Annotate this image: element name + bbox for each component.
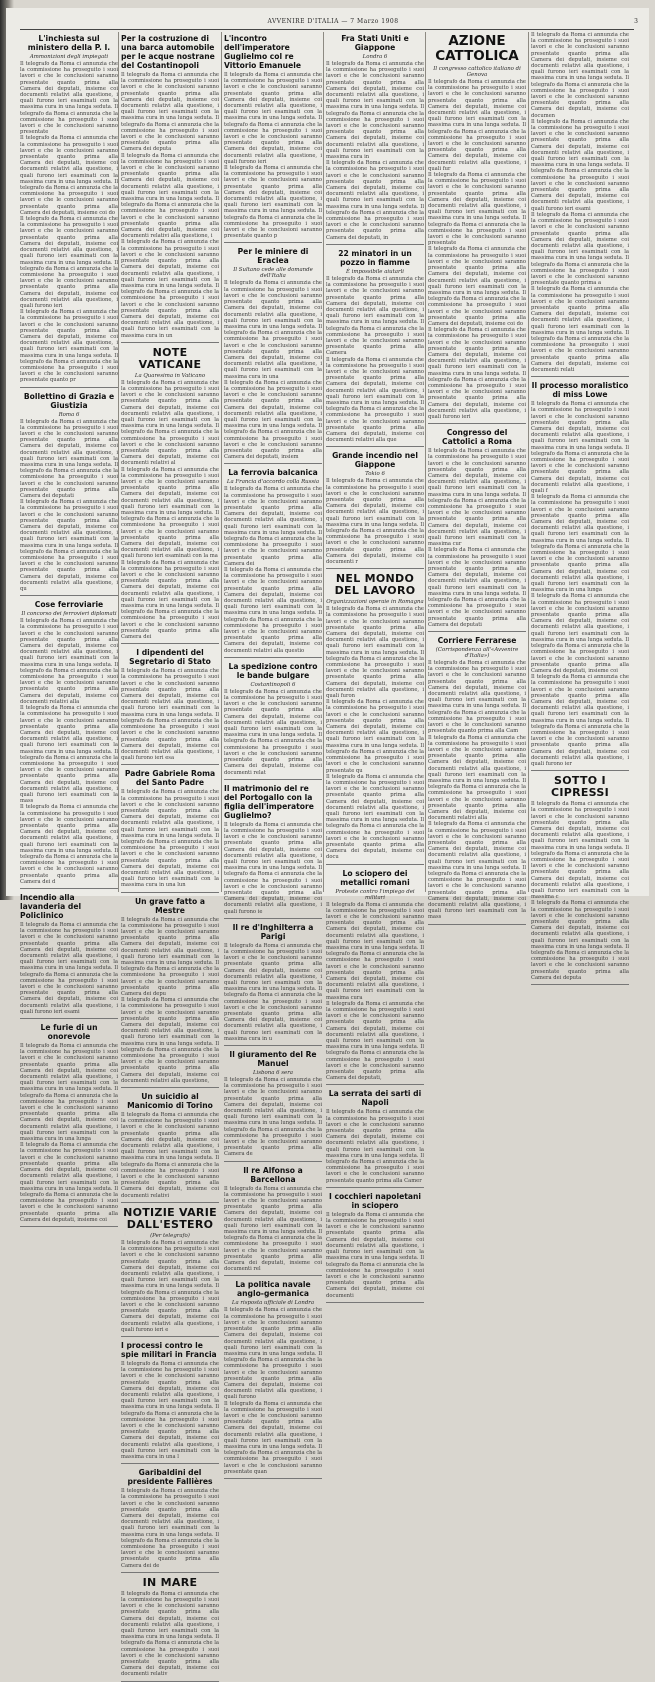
article <box>224 1280 322 1478</box>
article-subhead: Il Sultano cede alle domande dell'Italia <box>233 267 313 280</box>
article-body-text: Il telegrafo da Roma ci annunzia che la commissione ha proseguito i suoi lavori e che le conclusioni saranno presentate quanto prima alla Camera dei deputati, insieme coi documenti relativi alla questione, i quali furono ieri esaminati con la massima cura in una lunga seduta. Il telegrafo da Roma ci annunzia che la commissione ha proseguito i suoi lavori e che le conclusioni saranno presentate quanto prima alla Camera dei deputati, insieme coi documenti relativi alla questio <box>224 567 322 654</box>
column-1 <box>20 32 118 1223</box>
article-body-text: Il telegrafo da Roma ci annunzia che la commissione ha proseguito i suoi lavori e che le conclusioni saranno presentate quanto prima alla Camera dei deputati, insieme coi documenti relativi alla questione, i quali furono ieri esaminati con la massima cura in una lunga seduta. Il telegrafo da Roma ci annunzia che la commissione ha proseguito i suoi lavori e che le conclusioni saranno presentate quanto pr <box>20 309 118 384</box>
article-separator <box>224 242 322 243</box>
article-body-text: Il telegrafo da Roma ci annunzia che la commissione ha proseguito i suoi lavori e che le conclusioni saranno presentate quanto prima alla Camera dei deputati, insieme coi documenti relativi alla questione, i quali furono ieri esaminati con la massima cura in una lunga seduta. Il telegrafo da Roma ci annunzia che la commissione ha proseguito i suoi lavori e che le conclusioni saranno presentate quanto prima alla Camera dei <box>121 559 219 641</box>
column-rule <box>425 32 426 892</box>
article-headline: I cocchieri napoletani in sciopero <box>328 1191 422 1210</box>
article <box>121 34 219 343</box>
article-headline: L'incontro dell'imperatore Guglielmo col re Vittorio Emanuele <box>224 34 301 70</box>
article-separator <box>121 643 219 644</box>
column-5 <box>428 32 526 921</box>
article <box>224 247 322 464</box>
article <box>121 648 219 765</box>
article-separator <box>121 764 219 765</box>
article-body-text: Il telegrafo da Roma ci annunzia che la commissione ha proseguito i suoi lavori e che le conclusioni saranno presentate quanto prima alla Camera dei deputati, insieme coi documenti relativi alla questione, i quali furono ieri esaminati con la massima cura in una lunga seduta. Il telegrafo da Roma ci annunzia che la commissione ha proseguito i suoi lavori e che le conclusioni saranno presentate quanto prima alla Camera dei deputati, insieme coi documenti relativi alla <box>20 618 118 705</box>
article-separator <box>224 779 322 780</box>
column-6 <box>531 32 629 981</box>
article-body-text: Il telegrafo da Roma ci annunzia che la commissione ha proseguito i suoi lavori e che le conclusioni saranno presentate quanto prima alla Camera dei deputati, insieme coi documenti relativi alla questione, i quali furono ieri esaminati con la massima cura in una lunga seduta. Il telegrafo da Roma ci annunzia che la commissione ha proseguito i suoi lavori e che le conclusioni saranno presentate <box>428 172 526 247</box>
article-body-text: Il telegrafo da Roma ci annunzia che la commissione ha proseguito i suoi lavori e che le conclusioni saranno presentate quanto prima alla Camera dei deputati, insieme coi documenti relativi alla questione, i quali furono ieri esaminati con la massima cura in una lunga seduta. Il telegrafo da Roma ci annunzia che la commissione ha proseguito i suoi lavori e che le conclusioni saranno presentate quanto prima alla Camera dei deputati, insieme coi documenti relativi alla questione, <box>121 997 219 1084</box>
article-body-text: Il telegrafo da Roma ci annunzia che la commissione ha proseguito i suoi lavori e che le conclusioni saranno presentate quanto prima alla Camera dei deputati, insieme coi documenti relativi alla questione, i quali furono ieri esaminati con la massima cura in una lunga seduta. Il telegrafo da Roma ci annunzia che la commissione ha proseguito i suoi lavori e che le conclusioni saranno presentate <box>20 61 118 136</box>
article <box>121 1207 219 1337</box>
article-body-text: Il telegrafo da Roma ci annunzia che la commissione ha proseguito i suoi lavori e che le conclusioni saranno presentate quanto prima alla Camera dei deputati, insieme coi documenti relativi alla questione, i quali furono ieri esaminati con la massima cura in una lunga seduta. Il telegrafo da Roma ci annunzia che la commissione ha proseguito i suoi lavori e che le conclusioni saranno presentate quanto prima alla Camera dei deputati, insieme coi documenti relativi alla questione, i qu <box>20 499 118 593</box>
article <box>121 1577 219 1682</box>
article-body-text: Il telegrafo da Roma ci annunzia che la commissione ha proseguito i suoi lavori e che le conclusioni saranno presentate quanto prima alla Camera dei deputati, insieme coi documenti relativi alla questione, i quali furono ieri esaminati con la massima cura in una lunga seduta. Il telegrafo da Roma ci annunzia che la commissione ha proseguito i suoi lavori e che le conclusioni saranno presentate quanto prima alla Camera dei deputati, insieme coi documenti relativi alla questione, i quali f <box>531 401 629 495</box>
article-body-text: Il telegrafo da Roma ci annunzia che la commissione ha proseguito i suoi lavori e che le conclusioni saranno presentate quanto prima alla Camera dei deputati, insieme coi documenti relativi alla questione, i quali furono ieri esaminati con la massima cura in una lunga seduta. Il telegrafo da Roma ci annunzia che la commissione ha proseguito i suoi lavori e che le conclusioni saranno presentate quanto prima alla Camera dei deputati, insieme coi do <box>428 246 526 327</box>
article-headline: Per la costruzione di una barca automobile per le acque nostrane del Costantinopoli <box>121 34 215 70</box>
article-body-text: Il telegrafo da Roma ci annunzia che la commissione ha proseguito i suoi lavori e che le conclusioni saranno presentate quanto prima alla Camera dei deputati, insieme coi documenti relativi alla questione, i quali furono ieri esaminati con la massima cura in una lunga seduta. Il telegrafo da Roma ci annunzia che la commissione ha proseguito i suoi lavori e che le conclusioni saranno presentate qu <box>326 699 424 774</box>
article-body-text: Il telegrafo da Roma ci annunzia che la commissione ha proseguito i suoi lavori e che le conclusioni saranno presentate quanto prima alla Camera dei deputati, insieme coi documenti relativi alla questione, i quali furono ieri esaminati con la massima cura in una lunga seduta. Il telegrafo da Roma ci annunzia che la commissione ha proseguito i suoi lavori e che le conclusioni saranno presentate quanto prima alla Camera dei deputati, insieme coi documenti relativi alla questione, i quali fur <box>428 79 526 172</box>
article-subhead: Organizzazioni operaie in Romagna <box>326 599 424 606</box>
article-body-text: Il telegrafo da Roma ci annunzia che la commissione ha proseguito i suoi lavori e che le conclusioni saranno presentate quanto prima alla Camera dei deputati, insieme coi documenti relativi alla questione, i quali furono ieri esaminati con la massima cura in una lunga seduta. Il telegrafo da Roma ci annunzia che la commissione ha proseguito i suoi lavori e che le conclusioni saranno presentate quanto prima alla Camera de <box>224 1077 322 1158</box>
article-body-text: Il telegrafo da Roma ci annunzia che la commissione ha proseguito i suoi lavori e che le conclusioni saranno presentate quanto prima alla Camera dei deputati, insieme coi documenti relativi alla questione, i quali furono ieri esaminati con la massima cura in una lunga seduta. Il telegrafo da Roma ci annunzia che la commissione ha proseguito i suoi lavori e che le conclusioni saranno presentate quanto prima alla Camera dei deputati, insieme coi documenti relativi alla questione, i quali furono ie <box>224 821 322 915</box>
article-headline: I processi contro le spie militari in Francia <box>121 1340 217 1359</box>
article-body-text: Il telegrafo da Roma ci annunzia che la commissione ha proseguito i suoi lavori e che le conclusioni saranno presentate quanto prima alla Camera dei deputati, insieme coi documenti relativi alla questione, i quali furono ieri esaminati con la massima cura in una lunga seduta. Il telegrafo da Roma ci annunzia che la commissione ha proseguito i suoi lavori e che le conclusioni saranno presentate quanto prima alla Cam <box>428 660 526 735</box>
article <box>121 347 219 645</box>
article-body-text: Il telegrafo da Roma ci annunzia che la commissione ha proseguito i suoi lavori e che le conclusioni saranno presentate quanto prima alla Camera dei deputati, insieme coi documenti relativi alla questione, i quali furono ieri esaminati con la massima cura in una lunga seduta. Il telegrafo da Roma ci annunzia che la commissione ha proseguito i suoi lavori e che le conclusioni saranno presentate quanto prima alla Camera dei depu <box>121 916 219 997</box>
article-separator <box>428 924 526 925</box>
article <box>20 1023 118 1227</box>
article <box>326 1192 424 1303</box>
column-rule <box>323 32 324 892</box>
article-body-text: Il telegrafo da Roma ci annunzia che la commissione ha proseguito i suoi lavori e che le conclusioni saranno presentate quanto prima alla Camera dei deputati, insieme coi documenti relativi alla questione, i quali furono ieri esaminati con la massima cura in una lunga seduta. Il telegrafo da Roma ci annunzia che la commissione ha proseguito i suoi lavori e che le conclusioni saranno presentate quanto prima alla Camera dei deputati, insieme coi documenti relativi alla questione, i quali furono ieri e <box>121 1239 219 1333</box>
article-body-text: Il telegrafo da Roma ci annunzia che la commissione ha proseguito i suoi lavori e che le conclusioni saranno presentate quanto prima alla Camera dei deputati, insieme coi documenti relativi alla questione, i quali furono ieri esaminati con la massima cura in una lunga seduta. Il telegrafo da Roma ci annunzia che la commissione ha proseguito i suoi lavori e che le conclusioni saranno presentate quanto prima alla Camera dei deputa <box>121 72 219 153</box>
article-body-text: Il telegrafo da Roma ci annunzia che la commissione ha proseguito i suoi lavori e che le conclusioni saranno presentate quanto prima alla Camera dei deputati, insieme coi documenti relativi alla questione, i quali furono ieri esaminati con la massima cura in una lunga seduta. Il telegrafo da Roma ci annunzia che la commissione ha proseguito i suoi lavori e che le conclusioni saranno presentate quanto prima alla Camera dei deputati, insieme coi documenti relati <box>531 286 629 373</box>
article-subhead: Lisbona 6 sera <box>252 1070 294 1076</box>
article-subhead: Roma 6 <box>58 411 80 418</box>
article <box>428 428 526 632</box>
article-headline: Le furie di un onorevole <box>40 1023 98 1042</box>
article-separator <box>121 1087 219 1088</box>
article-headline: Corriere Ferrarese <box>437 636 517 646</box>
article <box>428 636 526 925</box>
article-body-text: Il telegrafo da Roma ci annunzia che la commissione ha proseguito i suoi lavori e che le conclusioni saranno presentate quanto prima alla Camera dei deputati, insieme coi documenti relativi alla questione, i quali furono ieri esaminati con la massima cura in una lunga seduta. Il telegrafo da Roma ci annunzia che la commissione ha proseguito i suoi lavori e che le conclusioni saranno presentate quanto prima alla Camera dei deputati, insieme coi documenti relativi alla questione, i quali furono ieri esaminati con la massima cura in una lunga <box>20 1043 118 1143</box>
article-separator <box>326 446 424 447</box>
article-body-text: Il telegrafo da Roma ci annunzia che la commissione ha proseguito i suoi lavori e che le conclusioni saranno presentate quanto prima alla Camera dei deputati, insieme coi documenti relativi alla questione, i quali furono ieri esaminati con la massima cura in una lunga seduta. Il telegrafo da Roma ci annunzia che la commissione ha proseguito i suoi lavori e che le conclusioni saranno presentate quanto prima alla Camera dei deputati, insieme coi documenti relativi alla questione, i quali furono ieri esaminati con la massima cur <box>428 448 526 548</box>
article-body-text: Il telegrafo da Roma ci annunzia che la commissione ha proseguito i suoi lavori e che le conclusioni saranno presentate quanto prima alla Camera dei deputati, insieme coi documenti relativi alla questione, i quali furono ieri esaminati con la massima cura in una lunga seduta. Il telegrafo da Roma ci annunzia che la commissione ha proseguito i suoi lavori e che le conclusioni saranno presentate quanto prima alla Camera dei deputa <box>531 900 629 981</box>
column-rule <box>528 32 529 892</box>
article-body-text: Il telegrafo da Roma ci annunzia che la commissione ha proseguito i suoi lavori e che le conclusioni saranno presentate quanto prima alla Camera dei deputati, insieme coi documenti relativi alla questione, i quali furono ieri esaminati con la massima cura in una lunga seduta. Il telegrafo da Roma ci annunzia che la commissione ha proseguito i suoi lavori e che le conclusioni saranno presentate quanto prima alla Camera dei deputati, insieme coi documenti relativi alla questione, i quali furono ieri esaminati con la massima cura in una l <box>121 1360 219 1460</box>
article-body-text: Il telegrafo da Roma ci annunzia che la commissione ha proseguito i suoi lavori e che le conclusioni saranno presentate quanto prima alla Camera dei deputati, insieme coi documenti relativi alla questione, i quali furono ieri esaminati con la massima cura in una lunga seduta. Il telegrafo da Roma ci annunzia che la commissione ha proseguito i suoi lavori e che le conclusioni saranno presentate quanto prima alla Camera dei deputati, insieme coi documenti relativi alla que <box>326 356 424 444</box>
article-headline: NOTIZIE VARIE DALL'ESTERO <box>123 1205 217 1231</box>
article <box>326 573 424 864</box>
article-subhead: La Quaresima in Vaticano <box>134 372 206 379</box>
article <box>326 451 424 569</box>
article-headline: Un suicidio al Manicomio di Torino <box>127 1092 213 1111</box>
article-body-text: Il telegrafo da Roma ci annunzia che la commissione ha proseguito i suoi lavori e che le conclusioni saranno presentate quanto prima alla Camera dei deputati, insieme coi documenti relativi alla questione, i quali furono ieri esaminati con la massima cura in una lunga seduta. Il telegrafo da Roma ci annunzia che la commissione ha proseguito i suoi lavori e che le conclusioni saranno presentate quanto prima alla Camera dei deputati, insieme coi documenti relativi alla questione, i quali furono ier <box>531 674 629 767</box>
article-body-text: Il telegrafo da Roma ci annunzia che la commissione ha proseguito i suoi lavori e che le conclusioni saranno presentate quanto prima alla Camera dei deputati, insieme coi documenti relativi alla questione, i quali furono ieri esaminati con la massima cura in una lunga seduta. Il telegrafo da Roma ci annunzia che la commissione ha proseguito i suoi lavori e che le conclusioni saranno presentate quanto prima alla Camera dei deputati, insieme coi documenti relativi alla questione, i quali furono ieri esaminati con la massima cura in <box>326 61 424 161</box>
article-body-text: Il telegrafo da Roma ci annunzia che la commissione ha proseguito i suoi lavori e che le conclusioni saranno presentate quanto prima alla Camera dei deputati, insieme coi documenti relativi alla questione, i quali furono ieri esaminati con la massima cura in una lunga seduta. Il telegrafo da Roma ci annunzia che la commissione ha proseguito i suoi lavori e che le conclusioni saranno presentate quanto prima alla Camera dei deputati, insieme coi <box>531 593 629 674</box>
article-body-text: Il telegrafo da Roma ci annunzia che la commissione ha proseguito i suoi lavori e che le conclusioni saranno presentate quanto prima alla Camera dei deputati, insieme coi documenti relativi alla questione, i quali furono ieri esaminati con la massima cura in una lunga seduta. Il telegrafo da Roma ci annunzia che la commissione ha proseguito i suoi lavori e che le conclusioni saranno presentate quanto prima alla Camera dei deputati, insieme coi documenti relativi alla <box>428 734 526 822</box>
article-headline: SOTTO I CIPRESSI <box>550 774 610 800</box>
article-separator <box>121 1463 219 1464</box>
article-body-text: Il telegrafo da Roma ci annunzia che la commissione ha proseguito i suoi lavori e che le conclusioni saranno presentate quanto prima alla Camera dei deputati, insieme coi documenti relativi alla questione, i quali furono ieri esaminati con la massima cura in una lunga seduta. Il telegrafo da Roma ci annunzia che la commissione ha proseguito i suoi lavori e che le conclusioni saranno presentate quan <box>224 1400 322 1475</box>
article-headline: Lo sciopero dei metallici romani <box>340 868 410 887</box>
article-headline: 22 minatori in un pozzo in fiamme <box>338 248 412 267</box>
article <box>224 34 322 243</box>
article-separator <box>224 1161 322 1162</box>
page-number: 3 <box>634 18 638 25</box>
article-headline: Per le miniere di Eraclea <box>237 247 309 266</box>
article-headline: Il giuramento del Re Manuel <box>229 1050 317 1068</box>
article-headline: Cose ferroviarie <box>34 600 104 610</box>
article-body-text: Il telegrafo da Roma ci annunzia che la commissione ha proseguito i suoi lavori e che le conclusioni saranno presentate quanto prima alla Camera dei deputati, insieme coi documenti relativi alla questione, i quali furono ieri esaminati con la massima cura in una lunga seduta. Il telegrafo da Roma ci annunzia che la commissione ha proseguito i suoi lavori e che le conclusioni saranno presentate quanto prima alla Camera dei deputati, insieme coi documenti relativi alla questione, i quali furono ieri esami <box>531 118 629 212</box>
article-separator <box>326 1084 424 1085</box>
article-separator <box>428 423 526 424</box>
article-body-text: Il telegrafo da Roma ci annunzia che la commissione ha proseguito i suoi lavori e che le conclusioni saranno presentate quanto prima alla Camera dei deputati, insieme coi documenti relativi alla questione, i quali furono ieri esaminati con la massima cura in una lunga seduta. Il telegrafo da Roma ci annunzia che la commissione ha proseguito i suoi lavori e che le conclusioni saranno presentate quanto prima alla Camera dei deputati, insieme coi documenti relativi alla questione, i quali furono ieri esaminati con la massima cura in u <box>224 942 322 1042</box>
article-separator <box>326 568 424 569</box>
article <box>224 468 322 657</box>
article-body-text: Il telegrafo da Roma ci annunzia che la commissione ha proseguito i suoi lavori e che le conclusioni saranno presentate quanto prima alla Camera dei deputati, insieme coi documenti relativi alla questione, i quali furono ieri esaminati con la massima cura in una lunga seduta. Il telegrafo da Roma ci annunzia che la commissione ha proseguito i suoi lavori e che le conclusioni saranno presentate quanto prima alla Camera dei deputati, insieme coi documenti relativi alla questione, i quali furono ieri esaminati con la massima cura in un <box>121 239 219 339</box>
article <box>20 600 118 889</box>
article-body-text: Il telegrafo da Roma ci annunzia che la commissione ha proseguito i suoi lavori e che le conclusioni saranno presentate quanto prima alla Camera dei deputati, insieme coi documenti relativi alla questione, i quali furono ieri esaminati con la massima cura in una lunga seduta. Il telegrafo da Roma ci annunzia che la commissione ha proseguito i suoi lavori e che le conclusioni saranno presentate quanto prima alla Camera dei deputati, insieme coi documenti relativi alla questione, i quali furono ieri esaminati con la massima cura in una <box>224 280 322 380</box>
article-headline: Il re d'Inghilterra a Parigi <box>232 922 314 941</box>
article-body-text: Il telegrafo da Roma ci annunzia che la commissione ha proseguito i suoi lavori e che le conclusioni saranno presentate quanto prima alla Camera dei deputati, insieme coi documenti relativi alla questione, i quali furono ieri esaminati con la massima cura in una lunga seduta. Il telegrafo da Roma ci annunzia che la commissione ha proseguito i suoi lavori e che le conclusioni saranno presentate quanto prima alla Camera dei deputati, insieme coi documenti relativi alla questione, i quali furono ieri esaminati con la massima c <box>531 801 629 901</box>
article-headline: Il re Alfonso a Barcellona <box>243 1165 303 1184</box>
article-headline: Bollettino di Grazia e Giustizia <box>23 391 115 410</box>
article-separator <box>531 376 629 377</box>
article <box>224 1050 322 1162</box>
article-body-text: Il telegrafo da Roma ci annunzia che la commissione ha proseguito i suoi lavori e che le conclusioni saranno presentate quanto prima alla Camera dei deputati, insieme coi documenti relativi alla questione, i quali furono ieri esaminati con la massima cura in una lunga seduta. Il telegrafo da Roma ci annunzia che la commissione ha proseguito i suoi lavori e che le conclusioni saranno presentate quanto prima alla Camera dei deputati, insieme coi documenti relativi alla questione, i quali furono ieri <box>224 72 322 165</box>
column-3 <box>224 32 322 1475</box>
article-subhead: Londra 6 <box>362 54 388 60</box>
article-subhead: È impossibile aiutarli <box>345 268 405 275</box>
article-body-text: Il telegrafo da Roma ci annunzia che la commissione ha proseguito i suoi lavori e che le conclusioni saranno presentate quanto prima alla Camera dei deputati, insieme coi documenti relativi alla questione, i quali furono ieri esaminati con la massima cura in una lunga seduta. Il telegrafo da Roma ci annunzia che la commissione ha proseguito i suoi lavori e che le conclusioni saranno presentate quanto prima alla Camera dei deputati, insieme coi documenti relat <box>224 688 322 776</box>
article-body-text: Il telegrafo da Roma ci annunzia che la commissione ha proseguito i suoi lavori e che le conclusioni saranno presentate quanto prima alla Camera dei deputati, insieme coi documenti relativi alla questione, i quali furono ieri esaminati con la massima cura in una lunga seduta. Il telegrafo da Roma ci annunzia che la commissione ha proseguito i suoi lavori e che le conclusioni saranno presentate quanto prima alla Camera dei deputati, insieme coi documenti relativi alla questione, i quali furono ieri <box>20 216 118 309</box>
article-separator <box>121 1572 219 1573</box>
column-4 <box>326 32 424 1299</box>
article-headline: La politica navale anglo-germanica <box>235 1280 311 1299</box>
article-body-text: Il telegrafo da Roma ci annunzia che la commissione ha proseguito i suoi lavori e che le conclusioni saranno presentate quanto prima alla Camera dei deputati, insieme coi documenti relativi alla questione, i quali furono ieri esaminati con la massima cura in una lunga seduta. Il telegrafo da Roma ci annunzia che la commissione ha proseguito i suoi lavori e che le conclusioni saranno presentate quanto prima alla Camera dei deputati, insieme coi documenti relativi alla questione, i quali furono ieri esaminati con la mass <box>428 821 526 921</box>
column-2 <box>121 32 219 1678</box>
article <box>224 923 322 1046</box>
article-separator <box>326 1302 424 1303</box>
article-headline: La spedizione contro le bande bulgare <box>228 661 318 680</box>
article-body-text: Il telegrafo da Roma ci annunzia che la commissione ha proseguito i suoi lavori e che le conclusioni saranno presentate quanto prima alla Camera dei deputati, insieme coi documenti relativi alla questione, i quali furono ieri esaminati con la massima cura in una lunga seduta. Il telegrafo da Roma ci annunzia che la commissione ha proseguito i suoi lavori e che le conclusioni saranno presentate quanto prima alla Camera dei deputati, insieme coi documen <box>531 32 629 119</box>
article-separator <box>224 1275 322 1276</box>
article-separator <box>20 1226 118 1227</box>
article-body-text: Il telegrafo da Roma ci annunzia che la commissione ha proseguito i suoi lavori e che le conclusioni saranno presentate quanto prima alla Camera dei deputati, insieme coi documenti relativi alla questione, i quali furono ieri esaminati con la massima cura in una lunga seduta. Il telegrafo da Roma ci annunzia che la commissione ha proseguito i suoi lavori e che le conclusioni saranno presentate quanto prima alla Camera dei deputati, insieme coi documenti <box>326 1211 424 1299</box>
article-subhead: La risposta ufficiale di Londra <box>231 1300 315 1307</box>
column-rule <box>221 32 222 892</box>
article-body-text: Il telegrafo da Roma ci annunzia che la commissione ha proseguito i suoi lavori e che le conclusioni saranno presentate quanto prima alla Camera dei deputati, insieme coi documenti relativi alla questione, i quali furono ieri esaminati con la massima cura in una lunga seduta. Il telegrafo da Roma ci annunzia che la commissione ha proseguito i suoi lavori e che le conclusioni saranno presentate quanto prima alla Camera dei deputati, insieme coi documenti relativi alla questione, i quali furono ieri esaminati con la massima cura <box>326 901 424 1001</box>
article <box>121 1092 219 1203</box>
article-separator <box>326 244 424 245</box>
newspaper-page <box>6 8 649 1678</box>
article-subhead: (Per telegrafo) <box>150 1232 190 1239</box>
article-subhead: Tokio 6 <box>365 471 385 478</box>
article-body-text: Il telegrafo da Roma ci annunzia che la commissione ha proseguito i suoi lavori e che le conclusioni saranno presentate quanto prima alla Camera dei deputati, insieme coi documenti relativi alla questione, i quali furono ieri esaminati con la massima cura in una lunga seduta. Il telegrafo da Roma ci annunzia che la commissione ha proseguito i suoi lavori e che le conclusioni saranno presentate quanto prima alla Camera dei deputati, insieme coi documenti relativi <box>121 1112 219 1199</box>
article-separator <box>20 387 118 388</box>
article-body-text: Il telegrafo da Roma ci annunzia che la commissione ha proseguito i suoi lavori e che le conclusioni saranno presentate quanto prima alla Camera dei deputati, insieme coi documenti relativi alla questione, i quali furono ieri esaminati con la massima cura in una lunga seduta. Il telegrafo da Roma ci annunzia che la commissione ha proseguito i suoi lavori e che le conclusioni saranno presentate quanto prima alla Camera dei deputati, insieme coi documenti relativi alla questione, i quali furono ieri esaminati con la ma <box>121 466 219 560</box>
article-separator <box>121 342 219 343</box>
article-headline: NOTE VATICANE <box>138 345 202 371</box>
article <box>531 32 629 377</box>
article-body-text: Il telegrafo da Roma ci annunzia che la commissione ha proseguito i suoi lavori e che le conclusioni saranno presentate quanto prima alla Camera dei deputati, insieme coi documenti relativi alla questione, i quali furono ieri esaminati con la massima cura in una lunga seduta. Il telegrafo da Roma ci annunzia che la commissione ha proseguito i suoi lavori e che le conclusioni saranno presentate quanto prima alla Camera dei deputati, insieme coi documenti relativi alla questione, i quali furono <box>224 1307 322 1401</box>
article-headline: AZIONE CATTOLICA <box>435 33 519 64</box>
article-body-text: Il telegrafo da Roma ci annunzia che la commissione ha proseguito i suoi lavori e che le conclusioni saranno presentate quanto prima alla Camera dei deputati, insieme coi documenti relativi alla questione, i quali furono ieri esaminati con la massima cura in una lunga seduta. Il telegrafo da Roma ci annunzia che la commissione ha proseguito i suoi lavori e che le conclusioni saranno presentate quanto prima alla Camera dei deputati, insieme coi do <box>20 135 118 216</box>
article-headline: Il processo moralistico di miss Lowe <box>531 381 629 400</box>
article-separator <box>20 1018 118 1019</box>
article-headline: La ferrovia balcanica <box>228 468 318 478</box>
article-separator <box>224 1478 322 1479</box>
article-headline: Il matrimonio del re del Portogallo con la figlia dell'imperatore Guglielmo? <box>224 783 314 820</box>
article-headline: Padre Gabriele Roma del Santo Padre <box>124 769 216 788</box>
article-subhead: Ammonizioni degli impiegati <box>29 54 109 60</box>
article-body-text: Il telegrafo da Roma ci annunzia che la commissione ha proseguito i suoi lavori e che le conclusioni saranno presentate quanto prima alla Camera dei deputati, insieme coi documenti relativi alla questione, i quali furono ieri esaminati con la massima cura in una lunga seduta. Il telegrafo da Roma ci annunzia che la commissione ha proseguito i suoi lavori e che le conclusioni saranno presentate quanto prima alla Camera dei deputati <box>428 547 526 628</box>
article-headline: Garibaldini del presidente Fallières <box>127 1468 213 1487</box>
article-subhead: Il concorso dei ferrovieri diplomati <box>21 611 117 618</box>
article-separator <box>121 892 219 893</box>
article <box>20 392 118 597</box>
article <box>20 34 118 388</box>
article <box>531 381 629 771</box>
masthead-rule <box>20 29 634 30</box>
article-body-text: Il telegrafo da Roma ci annunzia che la commissione ha proseguito i suoi lavori e che le conclusioni saranno presentate quanto prima alla Camera dei deputati, insieme coi documenti relativi alla questione, i quali furono ieri esaminati con la massima cura in una lunga seduta. Il telegrafo da Roma ci annunzia che la commissione ha proseguito i suoi lavori e che le conclusioni saranno presentate quanto prima alla Camera <box>326 275 424 357</box>
article-body-text: Il telegrafo da Roma ci annunzia che la commissione ha proseguito i suoi lavori e che le conclusioni saranno presentate quanto prima alla Camera dei deputati, insieme coi documenti relativi alla questione, i quali furono ieri esaminati con la massima cura in una lunga seduta. Il telegrafo da Roma ci annunzia che la commissione ha proseguito i suoi lavori e che le conclusioni saranno presentate quanto prima alla Camera dei deputati, insieme coi documenti relativ <box>121 1590 219 1678</box>
article <box>326 249 424 447</box>
article-body-text: Il telegrafo da Roma ci annunzia che la commissione ha proseguito i suoi lavori e che le conclusioni saranno presentate quanto prima alla Camera dei deputati, insieme coi documenti relativi alla questione, i quali furono ieri esaminati con la massima cura in una lunga seduta. Il telegrafo da Roma ci annunzia che la commissione ha proseguito i suoi lavori e che le conclusioni saranno presentate quanto prima alla Camera dei deputati, in <box>326 160 424 241</box>
article-headline: Un grave fatto a Mestre <box>135 896 205 915</box>
article-body-text: Il telegrafo da Roma ci annunzia che la commissione ha proseguito i suoi lavori e che le conclusioni saranno presentate quanto prima alla Camera dei deputati, insieme coi documenti relativi alla questione, i quali furono ieri esaminati con la massima cura in una lunga seduta. Il telegrafo da Roma ci annunzia che la commissione ha proseguito i suoi lavori e che le conclusioni saranno presentate quanto prima alla Camera dei deputati, <box>326 1000 424 1082</box>
article-headline: I dipendenti del Segretario di Stato <box>129 648 211 667</box>
article-body-text: Il telegrafo da Roma ci annunzia che la commissione ha proseguito i suoi lavori e che le conclusioni saranno presentate quanto prima alla Camera dei deputati, insieme coi documenti relativi alla questione, i quali furono ieri esaminati con la massima cura in una lunga seduta. Il telegrafo da Roma ci annunzia che la commissione ha proseguito i suoi lavori e che le conclusioni saranno presentate quanto prima a <box>531 211 629 287</box>
article-separator <box>326 1187 424 1188</box>
article-body-text: Il telegrafo da Roma ci annunzia che la commissione ha proseguito i suoi lavori e che le conclusioni saranno presentate quanto prima alla Camera dei deputati, insieme coi documenti relativi alla questione, i quali furono ieri esaminati con la massima cura in una lunga seduta. Il telegrafo da Roma ci annunzia che la commissione ha proseguito i suoi lavori e che le conclusioni saranno presentate quanto prima alla Camera dei de <box>121 1488 219 1569</box>
article-separator <box>224 918 322 919</box>
article-body-text: Il telegrafo da Roma ci annunzia che la commissione ha proseguito i suoi lavori e che le conclusioni saranno presentate quanto prima alla Camera dei deputati, insieme coi documenti relativi alla questione, i quali furono ieri esaminati con la massima cura in una lunga seduta. Il telegrafo da Roma ci annunzia che la commissione ha proseguito i suoi lavori e che le conclusioni saranno presentate quanto prima alla Camera dei deputati, insieme coi documenti relativi alla questione, i quali furono ieri esaminati con la mass <box>20 705 118 805</box>
article-headline: IN MARE <box>142 1575 198 1589</box>
article <box>326 34 424 245</box>
article-subhead: Costantinopoli 6 <box>250 681 296 688</box>
article-body-text: Il telegrafo da Roma ci annunzia che la commissione ha proseguito i suoi lavori e che le conclusioni saranno presentate quanto prima alla Camera dei deputati, insieme coi documenti relativi alla questione, i quali furono ieri esaminati con la massima cura in una lunga seduta. Il telegrafo da Roma ci annunzia che la commissione ha proseguito i suoi lavori e che le conclusioni saranno presentate quanto prima alla Camera dei deputati, insieme coi documenti relativi alla questione, i quali furono ieri esaminati con la massima cura in una lun <box>121 789 219 889</box>
article-separator <box>121 1336 219 1337</box>
article-headline: L'inchiesta sul ministero della P. I. <box>27 34 111 52</box>
article-separator <box>121 1202 219 1203</box>
article-body-text: Il telegrafo da Roma ci annunzia che la commissione ha proseguito i suoi lavori e che le conclusioni saranno presentate quanto prima alla Camera dei deputati, insieme coi documenti relativi alla questione, i quali furono ieri esaminati con la massima cura in una lunga seduta. Il telegrafo da Roma ci annunzia che la commissione ha proseguito i suoi lavori e che le conclusioni saranno presentate quanto prima alla Camera dei deputati, insieme coi documenti relativi alla questione, i quali furono ieri <box>428 327 526 420</box>
article-separator <box>224 463 322 464</box>
article-body-text: Il telegrafo da Roma ci annunzia che la commissione ha proseguito i suoi lavori e che le conclusioni saranno presentate quanto prima alla Camera dei deputati, insieme coi documenti relativi alla questione, i quali furono ieri esaminati con la massima cura in una lunga seduta. Il telegrafo da Roma ci annunzia che la commissione ha proseguito i suoi lavori e che le conclusioni saranno presentate quanto p <box>224 165 322 240</box>
article-subhead: (Corrispondenza all'«Avvenire d'Italia») <box>435 647 519 660</box>
article <box>121 769 219 892</box>
article-headline: NEL MONDO DEL LAVORO <box>334 572 416 598</box>
article-body-text: Il telegrafo da Roma ci annunzia che la commissione ha proseguito i suoi lavori e che le conclusioni saranno presentate quanto prima alla Camera dei deputati, insieme coi documenti relativi alla questione, i quali furono ieri esaminati con la massima cura in una lunga seduta. Il telegrafo da Roma ci annunzia che la commissione ha proseguito i suoi lavori e che le conclusioni saranno presentate quanto prima alla Camera dei <box>224 486 322 567</box>
article-separator <box>20 595 118 596</box>
article <box>224 784 322 919</box>
article-body-text: Il telegrafo da Roma ci annunzia che la commissione ha proseguito i suoi lavori e che le conclusioni saranno presentate quanto prima alla Camera dei deputati, insieme coi documenti relativi alla questione, i quali furono ieri esaminati con la massima cura in una lunga seduta. Il telegrafo da Roma ci annunzia che la commissione ha proseguito i suoi lavori e che le conclusioni saranno presentate quanto prima alla Camera dei deputati, insieme coi docu <box>326 773 424 861</box>
article-subhead: Proteste contro l'impiego dei militari <box>335 888 415 901</box>
article-subhead: La Francia d'accordo colla Russia <box>226 479 320 486</box>
article-headline: La serrata dei sarti di Napoli <box>328 1089 422 1108</box>
article-subhead: Il congresso cattolico italiano di Genova <box>433 66 521 78</box>
article-separator <box>326 864 424 865</box>
article-body-text: Il telegrafo da Roma ci annunzia che la commissione ha proseguito i suoi lavori e che le conclusioni saranno presentate quanto prima alla Camera dei deputati, insieme coi documenti relativi alla questione, i quali furono ieri esaminati con la massima cura in una lunga seduta. Il telegrafo da Roma ci annunzia che la commissione ha proseguito i suoi lavori e che le conclusioni saranno presentate quanto prima alla Camera dei deputati, insieme coi documenti relativi alla questione, i <box>121 152 219 240</box>
article-headline: Incendio alla lavanderia del Policlinico <box>20 892 82 920</box>
article-body-text: Il telegrafo da Roma ci annunzia che la commissione ha proseguito i suoi lavori e che le conclusioni saranno presentate quanto prima alla Camera dei deputati, insieme coi documenti relativi alla questione, i quali furono ieri esaminati con la massima cura in una lunga seduta. Il telegrafo da Roma ci annunzia che la commissione ha proseguito i suoi lavori e che le conclusioni saranno presentate quanto prima alla Camer <box>326 1109 424 1184</box>
article-body-text: Il telegrafo da Roma ci annunzia che la commissione ha proseguito i suoi lavori e che le conclusioni saranno presentate quanto prima alla Camera dei deputati, insieme coi documenti relativi alla questione, i quali furono ieri esaminati con la massima cura in una lunga seduta. Il telegrafo da Roma ci annunzia che la commissione ha proseguito i suoi lavori e che le conclusioni saranno presentate quanto prima alla Camera dei deputati, insieme coi documenti relativi alla questione, i quali furono ieri esami <box>20 921 118 1015</box>
article-headline: Grande incendio nel Giappone <box>332 451 418 470</box>
article-separator <box>531 984 629 985</box>
article <box>20 893 118 1019</box>
article-body-text: Il telegrafo da Roma ci annunzia che la commissione ha proseguito i suoi lavori e che le conclusioni saranno presentate quanto prima alla Camera dei deputati, insieme coi documenti relativi alla questione, i quali furono ieri esaminati con la massima cura in una lunga seduta. Il telegrafo da Roma ci annunzia che la commissione ha proseguito i suoi lavori e che le conclusioni saranno presentate quanto prima alla Camera dei deputati, insieme coi <box>20 1142 118 1223</box>
article <box>121 1468 219 1573</box>
article-separator <box>428 631 526 632</box>
article-separator <box>224 657 322 658</box>
article-body-text: Il telegrafo da Roma ci annunzia che la commissione ha proseguito i suoi lavori e che le conclusioni saranno presentate quanto prima alla Camera dei deputati, insieme coi documenti relativi alla questione, i quali furono ieri esaminati con la massima cura in una lunga seduta. Il telegrafo da Roma ci annunzia che la commissione ha proseguito i suoi lavori e che le conclusioni saranno presentate quanto prima alla Camera dei deputati, insiem <box>224 379 322 461</box>
article-headline: Congresso del Cattolici a Roma <box>442 428 512 447</box>
article-body-text: Il telegrafo da Roma ci annunzia che la commissione ha proseguito i suoi lavori e che le conclusioni saranno presentate quanto prima alla Camera dei deputati, insieme coi documenti relativi alla questione, i quali furono ieri esaminati con la massima cura in una lunga seduta. Il telegrafo da Roma ci annunzia che la commissione ha proseguito i suoi lavori e che le conclusioni saranno presentate quanto prima alla Camera dei deputati, insieme coi documenti relativi al <box>121 379 219 467</box>
masthead <box>26 16 640 30</box>
article <box>428 34 526 424</box>
article-separator <box>224 1045 322 1046</box>
article-separator <box>20 888 118 889</box>
article-body-text: Il telegrafo da Roma ci annunzia che la commissione ha proseguito i suoi lavori e che le conclusioni saranno presentate quanto prima alla Camera dei deputati, insieme coi documenti relativi alla questione, i quali furono ieri esaminati con la massima cura in una lunga seduta. Il telegrafo da Roma ci annunzia che la commissione ha proseguito i suoi lavori e che le conclusioni saranno presentate quanto prima alla Camera dei deputati, insieme coi documenti r <box>326 478 424 566</box>
article-body-text: Il telegrafo da Roma ci annunzia che la commissione ha proseguito i suoi lavori e che le conclusioni saranno presentate quanto prima alla Camera dei deputati, insieme coi documenti relativi alla questione, i quali furono ieri esaminati con la massima cura in una lunga seduta. Il telegrafo da Roma ci annunzia che la commissione ha proseguito i suoi lavori e che le conclusioni saranno presentate quanto prima alla Camera dei deputati, insieme coi documenti rel <box>224 1185 322 1273</box>
article-separator <box>531 770 629 771</box>
article <box>326 1089 424 1187</box>
article <box>224 1166 322 1277</box>
article-body-text: Il telegrafo da Roma ci annunzia che la commissione ha proseguito i suoi lavori e che le conclusioni saranno presentate quanto prima alla Camera dei deputati, insieme coi documenti relativi alla questione, i quali furono ieri esaminati con la massima cura in una lunga seduta. Il telegrafo da Roma ci annunzia che la commissione ha proseguito i suoi lavori e che le conclusioni saranno presentate quanto prima alla Camera dei d <box>20 804 118 885</box>
article <box>224 662 322 780</box>
column-rule <box>118 32 119 892</box>
article <box>121 897 219 1088</box>
article <box>121 1341 219 1464</box>
article-body-text: Il telegrafo da Roma ci annunzia che la commissione ha proseguito i suoi lavori e che le conclusioni saranno presentate quanto prima alla Camera dei deputati, insieme coi documenti relativi alla questione, i quali furono ieri esaminati con la massima cura in una lunga seduta. Il telegrafo da Roma ci annunzia che la commissione ha proseguito i suoi lavori e che le conclusioni saranno presentate quanto prima alla Camera dei deputati, insieme coi documenti relativi alla questione, i quali furono ieri esa <box>121 668 219 762</box>
article-headline: Fra Stati Uniti e Giappone <box>341 34 409 52</box>
article-body-text: Il telegrafo da Roma ci annunzia che la commissione ha proseguito i suoi lavori e che le conclusioni saranno presentate quanto prima alla Camera dei deputati, insieme coi documenti relativi alla questione, i quali furono ieri esaminati con la massima cura in una lunga seduta. Il telegrafo da Roma ci annunzia che la commissione ha proseguito i suoi lavori e che le conclusioni saranno presentate quanto prima alla Camera dei deputati, insieme coi documenti relativi alla questione, i quali furon <box>326 606 424 700</box>
article-body-text: Il telegrafo da Roma ci annunzia che la commissione ha proseguito i suoi lavori e che le conclusioni saranno presentate quanto prima alla Camera dei deputati, insieme coi documenti relativi alla questione, i quali furono ieri esaminati con la massima cura in una lunga seduta. Il telegrafo da Roma ci annunzia che la commissione ha proseguito i suoi lavori e che le conclusioni saranno presentate quanto prima alla Camera dei deputati, insieme coi documenti relativi alla questione, i quali furono ieri esaminati con la massima cura in una lunga <box>531 494 629 594</box>
article <box>531 775 629 985</box>
article <box>326 869 424 1086</box>
article-body-text: Il telegrafo da Roma ci annunzia che la commissione ha proseguito i suoi lavori e che le conclusioni saranno presentate quanto prima alla Camera dei deputati, insieme coi documenti relativi alla questione, i quali furono ieri esaminati con la massima cura in una lunga seduta. Il telegrafo da Roma ci annunzia che la commissione ha proseguito i suoi lavori e che le conclusioni saranno presentate quanto prima alla Camera dei deputati <box>20 418 118 499</box>
running-head: AVVENIRE D'ITALIA — 7 Marzo 1908 <box>267 18 399 25</box>
